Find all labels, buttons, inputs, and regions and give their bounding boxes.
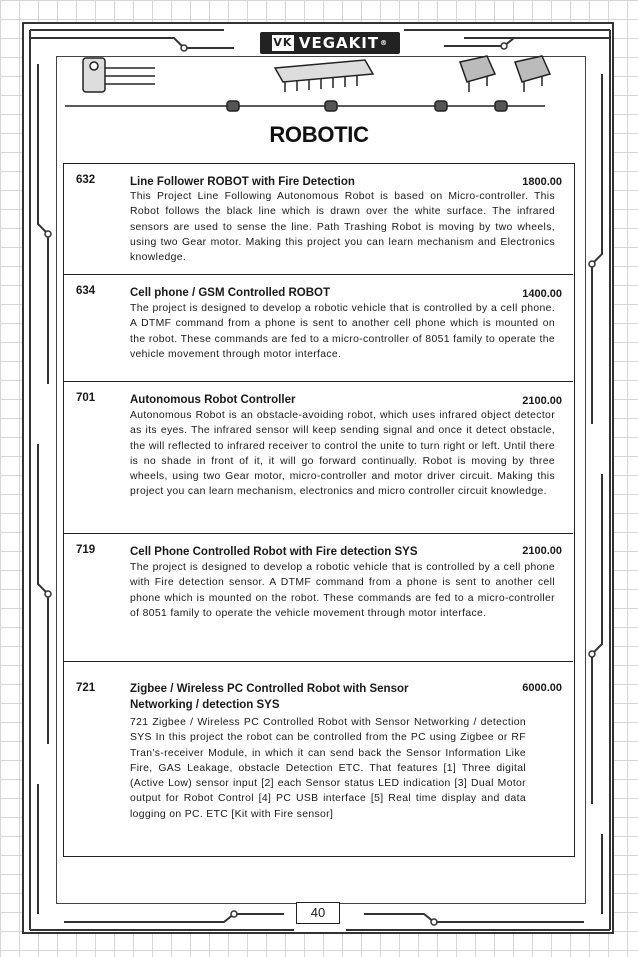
product-price: 1800.00 [522,176,562,188]
product-table [63,163,575,857]
product-title: Cell phone / GSM Controlled ROBOT [130,287,330,299]
product-code: 721 [76,682,96,694]
product-price: 2100.00 [522,395,562,407]
product-row [64,275,573,382]
product-price: 6000.00 [522,682,562,694]
brand-name: VEGAKIT [298,34,380,52]
product-title: Cell Phone Controlled Robot with Fire detection SYS [130,546,418,558]
product-row [64,382,573,534]
product-code: 632 [76,174,96,186]
electronic-components-illustration [55,40,555,120]
product-price: 1400.00 [522,288,562,300]
product-description: 721 Zigbee / Wireless PC Controlled Robot with Sensor Networking / detection SYS In this project the robot can be controlled from the PC using Zigbee or RF Tran's-receiver Module, in which it can send back the Sensor Information Like Fire, GAS Leakage, obstacle Detection ETC. That features [1] Three digital (Active Low) sensor input [2] each Sensor status LED indication [3] Dual Motor output for Robot Control [4] PC USB interface [5] Real time display and data logging on PC. ETC [Kit with Fire sensor] [130,717,526,820]
product-description: The project is designed to develop a robotic vehicle that is controlled by a cell phone. A DTMF command from a phone is sent to another cell phone which is mounted on the robot. These commands are fed to a micro-controller of 8051 family to operate the vehicle movement through motor interface. [130,303,555,360]
product-code: 634 [76,285,96,297]
product-row [64,164,573,275]
vk-logo-mark: VK [273,36,293,49]
product-description: Autonomous Robot is an obstacle-avoiding robot, which uses infrared object detector as its eyes. The infrared sensor will keep sending signal and once it detect obstacle, the will reflected to infrared receiver to control the unite to turn right or left. Until there is no shade in front of it, it will go forward continually. Robot is moving by three wheels, using two Gear motor, micro-controller and motor driver circuit. Making this project you can learn mechanism, electronics and micro controller circuit knowledge. [130,410,555,498]
registered-mark: ® [380,39,389,47]
product-title: Line Follower ROBOT with Fire Detection [130,176,355,188]
product-row [64,534,573,662]
product-title: Autonomous Robot Controller [130,394,296,406]
product-code: 701 [76,392,96,404]
product-row [64,662,573,855]
product-price: 2100.00 [522,545,562,557]
page-number: 40 [296,902,340,924]
section-title: ROBOTIC [269,122,369,147]
product-code: 719 [76,544,96,556]
product-description: This Project Line Following Autonomous Robot is based on Micro-controller. This Robot follows the black line which is drawn over the white surface. The infrared sensors are used to sense the line. Path Trashing Robot is moving by two wheels, using two Gear motor. Making this project you can learn mechanism and Electronics knowledge. [130,191,555,264]
product-description: The project is designed to develop a robotic vehicle that is controlled by a cell phone with Fire detection sensor. A DTMF command from a phone is sent to another cell phone which is mounted on the robot. These commands are fed to a micro-controller of 8051 family to operate the vehicle movement through motor interface. [130,562,555,619]
product-title: Zigbee / Wireless PC Controlled Robot with Sensor Networking / detection SYS [130,683,409,711]
